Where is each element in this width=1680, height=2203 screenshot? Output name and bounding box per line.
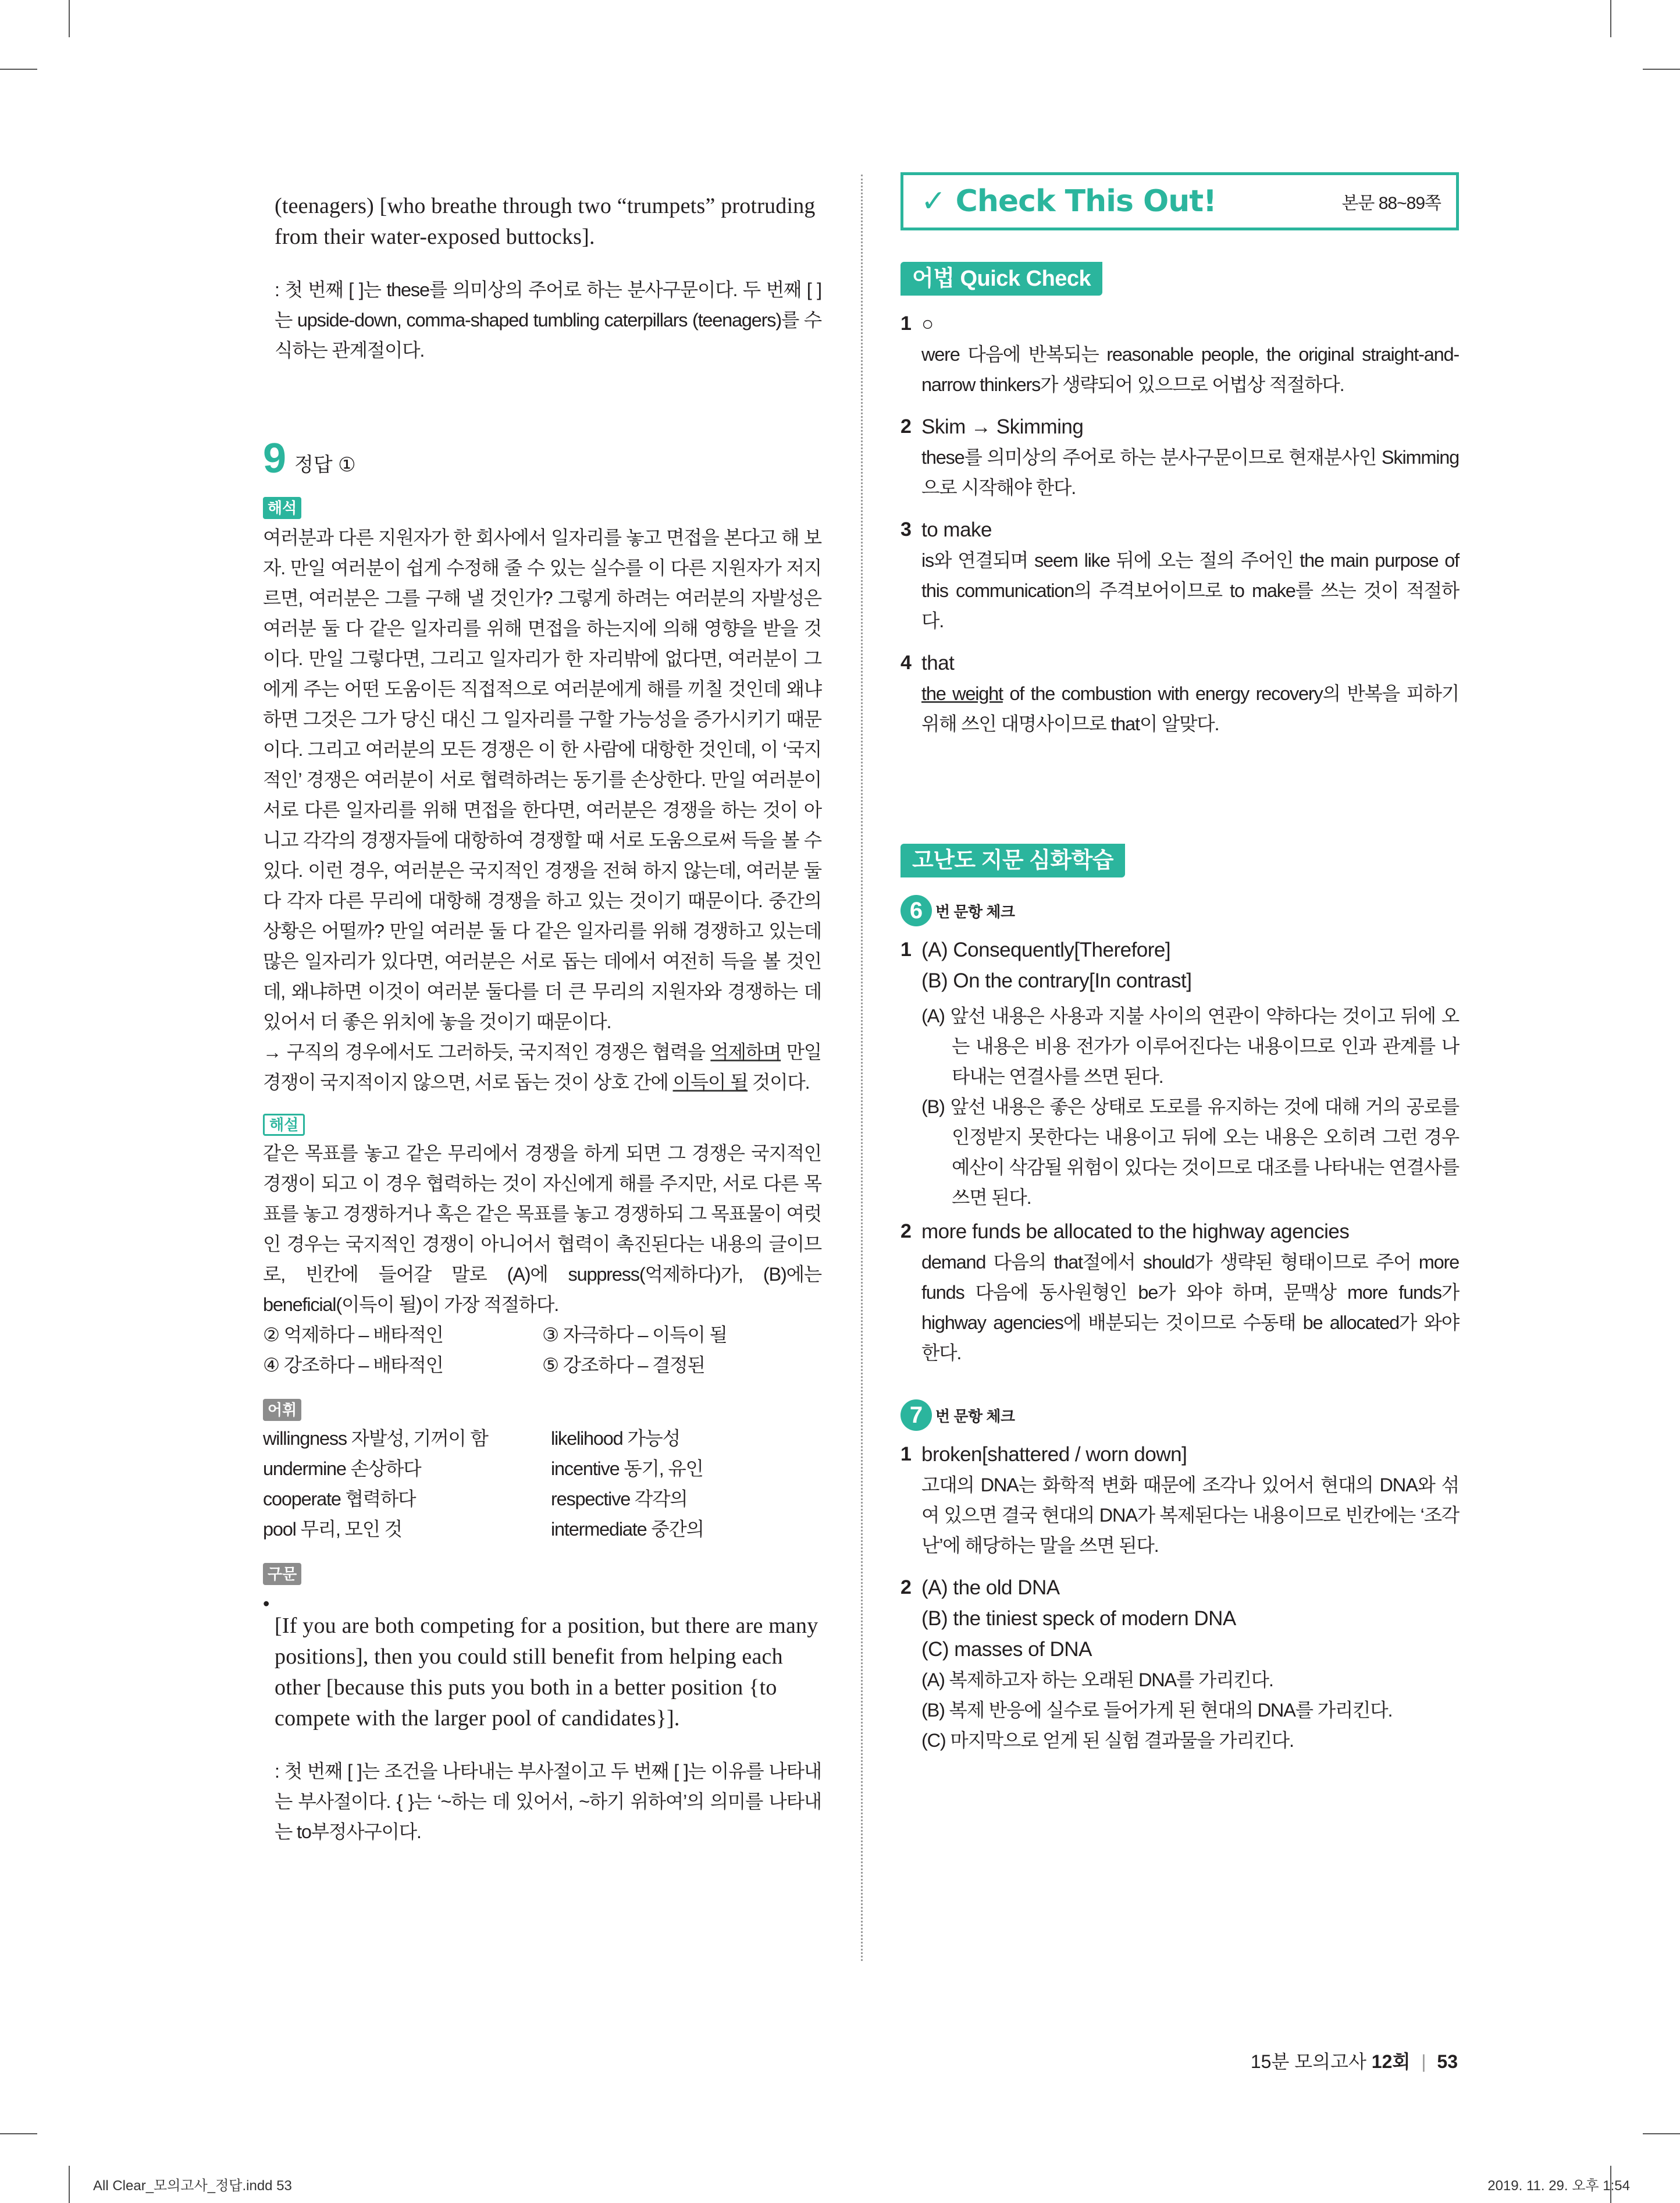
item-number: 4	[900, 652, 912, 674]
option-5: ⑤ 강조하다 – 결정된	[542, 1355, 705, 1376]
vocab-item: respective 각각의	[551, 1488, 688, 1509]
right-column	[900, 172, 1459, 1756]
item-answer: (B) On the contrary[In contrast]	[921, 969, 1192, 992]
check-this-out-box	[900, 172, 1459, 230]
item-answer: (B) the tiniest speck of modern DNA	[921, 1607, 1236, 1630]
item-number: 1	[900, 1443, 912, 1465]
item-note: (C) 마지막으로 얻게 된 실험 결과물을 가리킨다.	[921, 1730, 1294, 1751]
item-answer: (A) the old DNA	[921, 1576, 1060, 1599]
page-reference: 본문 88~89쪽	[1341, 194, 1441, 213]
question-6-label: 번 문항 체크	[935, 902, 1015, 921]
grammar-item	[900, 308, 1459, 400]
question-7-label: 번 문항 체크	[935, 1407, 1015, 1425]
grammar-list	[900, 308, 1459, 739]
footer-round: 12회	[1371, 2051, 1411, 2072]
vocab-tag: 어휘	[263, 1399, 301, 1421]
syntax-block	[263, 1589, 821, 1847]
question-7-check	[900, 1399, 1459, 1431]
item-number: 3	[900, 518, 912, 541]
summary-text: 것이다.	[748, 1072, 810, 1093]
option-2: ② 억제하다 – 배타적인	[263, 1324, 443, 1345]
underlined-phrase: the weight	[921, 683, 1003, 704]
item-answer: ○	[921, 312, 934, 335]
question-answer: 정답 ①	[294, 454, 356, 476]
vocab-item: incentive 동기, 유인	[551, 1458, 703, 1479]
crop-mark	[1643, 69, 1680, 70]
item-explanation: these를 의미상의 주어로 하는 분사구문이므로 현재분사인 Skimming으로 시작해야 한다.	[921, 447, 1459, 498]
footer-section: 15분 모의고사	[1250, 2051, 1372, 2072]
option-3: ③ 자극하다 – 이득이 될	[542, 1324, 727, 1345]
translation-text: 여러분과 다른 지원자가 한 회사에서 일자리를 놓고 면접을 본다고 해 보자. 만일 여러분이 쉽게 수정해 줄 수 있는 실수를 이 다른 지원자가 저지르면, 여러분은 그를 구해 낼 것인가? 그렇게 하려는 여러분의 자발성은 여러분 둘 다 같은 일자리를 위해 면접을 하는지에 의해 영향을 받을 것이다. 만일 그렇다면, 그리고 일자리가 한 자리밖에 없다면, 여러분이 그에게 주는 어떤 도움이든 직접적으로 여러분에게 해를 끼칠 것인데 왜냐하면 그것은 그가 당신 대신 그 일자리를 구할 가능성을 증가시키기 때문이다. 그리고 여러분의 모든 경쟁은 이 한 사람에 대항한 것인데, 이 ‘국지적인’ 경쟁은 여러분이 서로 협력하려는 동기를 손상한다. 만일 여러분이 서로 다른 일자리를 위해 면접을 한다면, 여러분은 경쟁을 하는 것이 아니고 각각의 경쟁자들에 대항하여 경쟁할 때 서로 도움으로써 득을 볼 수 있다. 이런 경우, 여러분은 국지적인 경쟁을 전혀 하지 않는데, 여러분 둘 다 각자 다른 무리에 대항해 경쟁을 하고 있는 것이기 때문이다. 중간의 상황은 어떨까? 만일 여러분 둘 다 같은 일자리를 위해 경쟁하고 있는데 많은 일자리가 있다면, 여러분은 서로 돕는 데에서 여전히 득을 볼 것인데, 왜냐하면 이것이 여러분 둘다를 더 큰 무리의 지원자와 경쟁하는 데 있어서 더 좋은 위치에 놓을 것이기 때문이다.	[263, 527, 821, 1032]
summary-text: → 구직의 경우에서도 그러하듯, 국지적인 경쟁은 협력을	[263, 1042, 711, 1063]
item-explanation: demand 다음의 that절에서 should가 생략된 형태이므로 주어 more funds 다음에 동사원형인 be가 와야 하며, 문맥상 more funds가 highway agencies에 배분되는 것이므로 수동태 be allocated가 와야 한다.	[921, 1252, 1459, 1363]
option-4: ④ 강조하다 – 배타적인	[263, 1355, 443, 1376]
summary-underline-2: 이득이 될	[672, 1072, 748, 1093]
grammar-item	[900, 514, 1459, 636]
item-number: 1	[900, 939, 912, 961]
translation-tag: 해석	[263, 497, 301, 519]
crop-mark	[1610, 0, 1611, 37]
vocab-item: cooperate 협력하다	[263, 1488, 416, 1509]
item-answer: (A) Consequently[Therefore]	[921, 939, 1171, 961]
vocab-item: willingness 자발성, 기꺼이 함	[263, 1428, 488, 1449]
crop-mark	[0, 2133, 37, 2134]
syntax-sentence: [If you are both competing for a position, but there are many positions], then you could still benefit from helping each other [because this puts you both in a better position {to compete with the larger pool of candidates}].	[275, 1614, 818, 1731]
vocab-item: likelihood 가능성	[551, 1428, 680, 1449]
left-column	[263, 169, 821, 1847]
answer-options	[263, 1320, 821, 1380]
item-explanation: is와 연결되며 seem like 뒤에 오는 절의 주어인 the main purpose of this communication의 주격보어이므로 to make를 쓰는 것이 적절하다.	[921, 550, 1459, 631]
item-answer: broken[shattered / worn down]	[921, 1443, 1187, 1466]
q7-item-2	[900, 1572, 1459, 1756]
question-6-badge: 6	[900, 895, 932, 926]
print-slug-date: 2019. 11. 29. 오후 1:54	[1487, 2178, 1630, 2194]
item-note: (A) 복제하고자 하는 오래된 DNA를 가리킨다.	[921, 1669, 1273, 1690]
item-answer: that	[921, 652, 955, 674]
crop-mark	[0, 69, 37, 70]
grammar-quick-check-heading: 어법 Quick Check	[900, 262, 1102, 296]
item-number: 2	[900, 1576, 912, 1598]
check-this-out-title: ✓ Check This Out!	[921, 184, 1216, 219]
explanation-text: 같은 목표를 놓고 같은 무리에서 경쟁을 하게 되면 그 경쟁은 국지적인 경쟁이 되고 이 경우 협력하는 것이 자신에게 해를 주지만, 서로 다른 목표를 놓고 경쟁하거나 혹은 같은 목표를 놓고 경쟁하되 그 목표물이 여럿인 경우는 국지적인 경쟁이 아니어서 협력이 촉진된다는 내용의 글이므로, 빈칸에 들어갈 말로 (A)에 suppress(억제하다)가, (B)에는 beneficial(이득이 될)이 가장 적절하다.	[263, 1143, 821, 1315]
syntax-bullet: •	[263, 1593, 269, 1614]
item-explanation: the weight of the combustion with energy recovery의 반복을 피하기 위해 쓰인 대명사이므로 that이 알맞다.	[921, 683, 1460, 734]
grammar-item	[900, 648, 1459, 739]
item-note: (B) 복제 반응에 실수로 들어가게 된 현대의 DNA를 가리킨다.	[921, 1700, 1393, 1721]
item-answer: Skim → Skimming	[921, 415, 1084, 438]
print-slug-file: All Clear_모의고사_정답.indd 53	[93, 2178, 292, 2194]
column-divider	[861, 175, 863, 1961]
explanation-tag: 해설	[263, 1114, 305, 1136]
vocab-item: undermine 손상하다	[263, 1458, 421, 1479]
item-number: 2	[900, 415, 912, 438]
question-9-header	[263, 435, 821, 482]
vocab-item: intermediate 중간의	[551, 1519, 704, 1540]
page-footer	[1251, 2047, 1458, 2074]
question-number: 9	[263, 435, 287, 482]
item-number: 1	[900, 312, 912, 335]
item-answer: (C) masses of DNA	[921, 1638, 1092, 1661]
footer-separator: |	[1421, 2051, 1426, 2072]
item-answer: more funds be allocated to the highway agencies	[921, 1220, 1350, 1243]
q6-item-2	[900, 1216, 1459, 1368]
item-explanation: were 다음에 반복되는 reasonable people, the original straight-and-narrow thinkers가 생략되어 있으므로 어법상 적절하다.	[921, 344, 1459, 395]
item-explanation: 고대의 DNA는 화학적 변화 때문에 조각나 있어서 현대의 DNA와 섞여 있으면 결국 현대의 DNA가 복제된다는 내용이므로 빈칸에는 ‘조각난’에 해당하는 말을 쓰면 된다.	[921, 1474, 1459, 1556]
vocab-item: pool 무리, 모인 것	[263, 1519, 402, 1540]
vocab-list	[263, 1423, 821, 1544]
item-number: 2	[900, 1220, 912, 1242]
q6-item-1	[900, 935, 1459, 1213]
syntax-tag: 구문	[263, 1563, 301, 1585]
item-note: (A) 앞선 내용은 사용과 지불 사이의 연관이 약하다는 것이고 뒤에 오는 내용은 비용 전가가 이루어진다는 내용이므로 인과 관계를 나타내는 연결사를 쓰면 된다.	[921, 1005, 1459, 1087]
intro-structure-note: : 첫 번째 [ ]는 these를 의미상의 주어로 하는 분사구문이다. 두 번째 [ ]는 upside-down, comma-shaped tumbling caterpillars (teenagers)를 수식하는 관계절이다.	[275, 279, 821, 361]
item-answer: to make	[921, 518, 992, 541]
crop-mark	[69, 0, 70, 37]
crop-mark	[1643, 2133, 1680, 2134]
advanced-study-heading: 고난도 지문 심화학습	[900, 844, 1125, 877]
translation-summary	[263, 1037, 821, 1097]
crop-mark	[69, 2166, 70, 2203]
intro-structure-sentence: (teenagers) [who breathe through two “trumpets” protruding from their water-exposed buttocks].	[275, 194, 816, 249]
page-number: 53	[1437, 2051, 1458, 2072]
item-note: (B) 앞선 내용은 좋은 상태로 도로를 유지하는 것에 대해 거의 공로를 인정받지 못한다는 내용이고 뒤에 오는 내용은 오히려 그런 경우 예산이 삭감될 위험이 있다는 것이므로 대조를 나타내는 연결사를 쓰면 된다.	[921, 1096, 1459, 1208]
question-6-check	[900, 895, 1459, 926]
syntax-note: : 첫 번째 [ ]는 조건을 나타내는 부사절이고 두 번째 [ ]는 이유를 나타내는 부사절이다. { }는 ‘~하는 데 있어서, ~하기 위하여’의 의미를 나타내는 to부정사구이다.	[275, 1761, 821, 1842]
q7-item-1	[900, 1439, 1459, 1561]
summary-text: 만일 경쟁이 국지적이지 않으면, 서로 돕는 것이 상호 간에	[263, 1042, 821, 1093]
summary-underline-1: 억제하며	[710, 1042, 781, 1063]
grammar-item	[900, 411, 1459, 503]
question-7-badge: 7	[900, 1399, 932, 1431]
